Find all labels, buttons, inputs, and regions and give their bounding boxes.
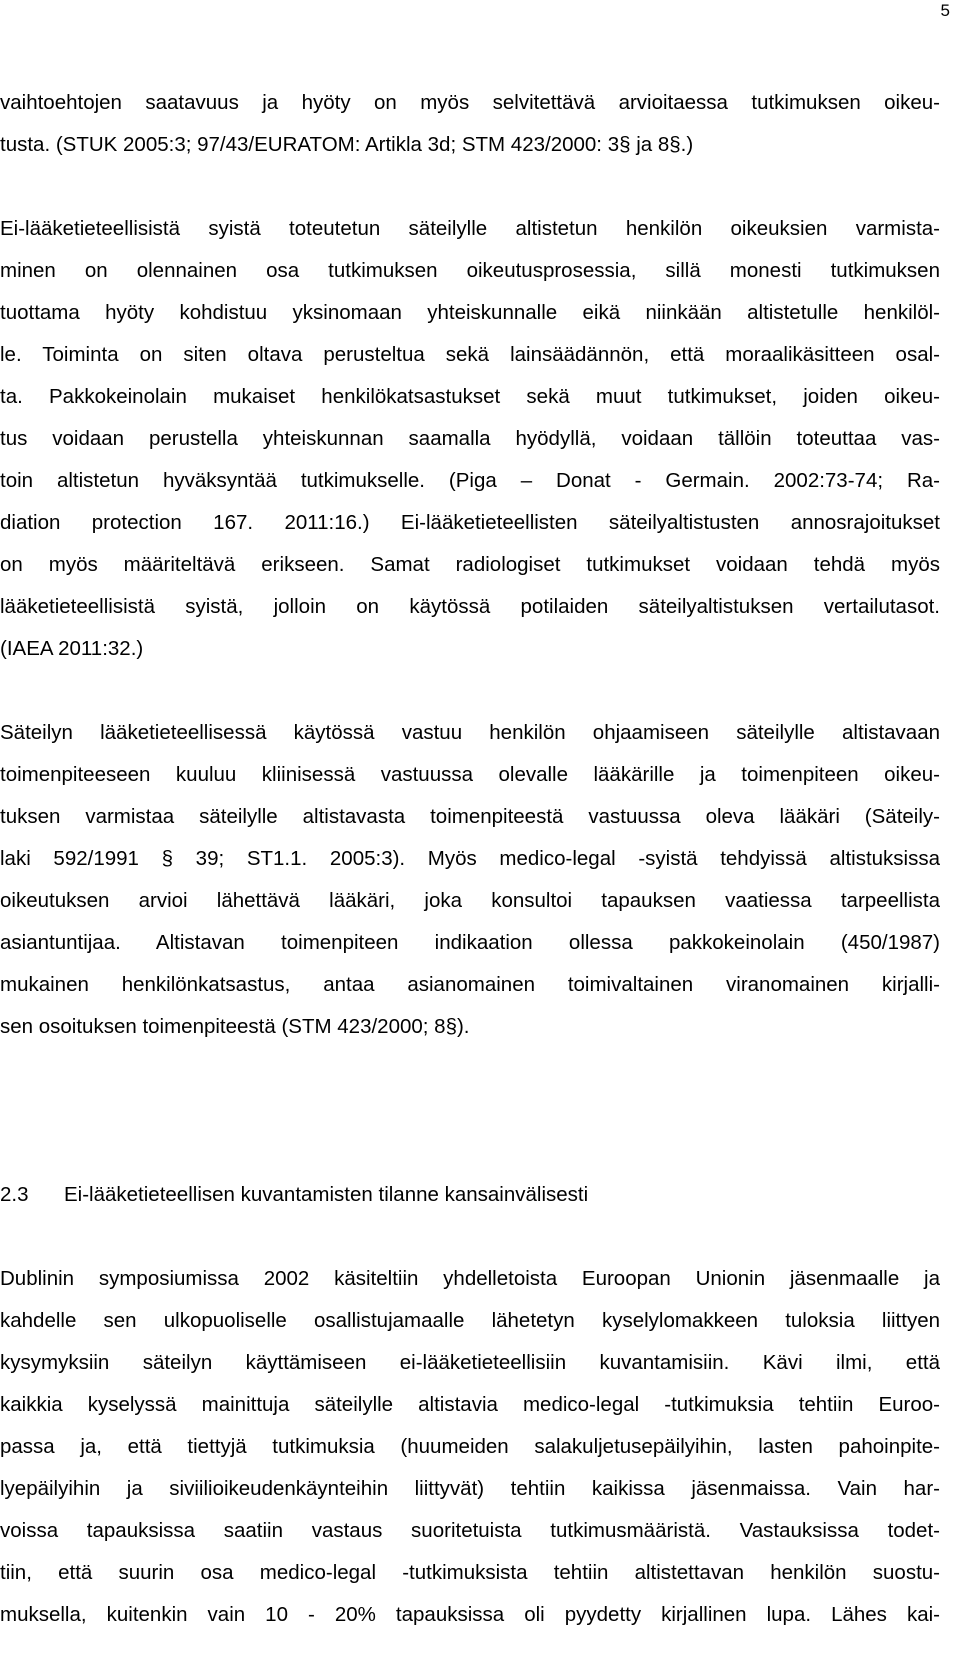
paragraph-4 [0,1258,940,1636]
text-line: (IAEA 2011:32.) [0,637,144,660]
text-line: minen on olennainen osa tutkimuksen oikeutusprosessia, sillä monesti tutkimuksen [0,259,940,282]
text-line: laki 592/1991 § 39; ST1.1. 2005:3). Myös medico-legal -syistä tehdyissä altistuksissa [0,847,940,870]
text-line: oikeutuksen arvioi lähettävä lääkäri, joka konsultoi tapauksen vaatiessa tarpeellista [0,889,940,912]
text-line: lyepäilyihin ja siviilioikeudenkäynteihin liittyvät) tehtiin kaikissa jäsenmaissa. Vain har- [0,1477,940,1500]
text-line: on myös määriteltävä erikseen. Samat radiologiset tutkimukset voidaan tehdä myös [0,553,940,576]
text-line: le. Toiminta on siten oltava perusteltua sekä lainsäädännön, että moraalikäsitteen osal- [0,343,940,366]
text-line: asiantuntijaa. Altistavan toimenpiteen indikaation ollessa pakkokeinolain (450/1987) [0,931,940,954]
spacer [0,1090,940,1132]
text-line: tuksen varmistaa säteilylle altistavasta toimenpiteestä vastuussa oleva lääkäri (Säteily- [0,805,940,828]
document-body [0,82,940,1678]
text-line: mukainen henkilönkatsastus, antaa asianomainen toimivaltainen viranomainen kirjalli- [0,973,940,996]
page-number: 5 [940,1,950,20]
section-number: 2.3 [0,1183,29,1206]
text-line: tus voidaan perustella yhteiskunnan saamalla hyödyllä, voidaan tällöin toteuttaa vas- [0,427,940,450]
text-line: voissa tapauksissa saatiin vastaus suoritetuista tutkimusmääristä. Vastauksissa todet- [0,1519,940,1542]
text-line: toin altistetun hyväksyntää tutkimukselle. (Piga – Donat - Germain. 2002:73-74; Ra- [0,469,940,492]
text-line: toimenpiteeseen kuuluu kliinisessä vastuussa olevalle lääkärille ja toimenpiteen oikeu- [0,763,940,786]
text-line: ta. Pakkokeinolain mukaiset henkilökatsastukset sekä muut tutkimukset, joiden oikeu- [0,385,940,408]
text-line: kaikkia kyselyssä mainittuja säteilylle altistavia medico-legal -tutkimuksia tehtiin Euroo- [0,1393,940,1416]
text-line: tusta. (STUK 2005:3; 97/43/EURATOM: Artikla 3d; STM 423/2000: 3§ ja 8§.) [0,133,694,156]
paragraph-3 [0,712,940,1048]
text-line: Säteilyn lääketieteellisessä käytössä vastuu henkilön ohjaamiseen säteilylle altistavaan [0,721,940,744]
text-line: tuottama hyöty kohdistuu yksinomaan yhteiskunnalle eikä niinkään altistetulle henkilöl- [0,301,940,324]
text-line: diation protection 167. 2011:16.) Ei-lääketieteellisten säteilyaltistusten annosrajoitukset [0,511,940,534]
section-title: Ei-lääketieteellisen kuvantamisten tilanne kansainvälisesti [64,1183,589,1206]
paragraph-1 [0,82,940,166]
text-line: muksella, kuitenkin vain 10 - 20% tapauksissa oli pyydetty kirjallinen lupa. Lähes kai- [0,1603,940,1626]
text-line: kahdelle sen ulkopuoliselle osallistujamaalle lähetetyn kyselylomakkeen tuloksia liittyen [0,1309,940,1332]
text-line: passa ja, että tiettyjä tutkimuksia (huumeiden salakuljetusepäilyihin, lasten pahoinpite- [0,1435,940,1458]
text-line: vaihtoehtojen saatavuus ja hyöty on myös selvitettävä arvioitaessa tutkimuksen oikeu- [0,91,940,114]
section-heading [0,1174,940,1216]
text-line: lääketieteellisistä syistä, jolloin on käytössä potilaiden säteilyaltistuksen vertailutasot. [0,595,940,618]
text-line: tiin, että suurin osa medico-legal -tutkimuksista tehtiin altistettavan henkilön suostu- [0,1561,940,1584]
text-line: Ei-lääketieteellisistä syistä toteutetun säteilylle altistetun henkilön oikeuksien varmista- [0,217,940,240]
text-line: kysymyksiin säteilyn käyttämiseen ei-lääketieteellisiin kuvantamisiin. Kävi ilmi, että [0,1351,940,1374]
text-line: sen osoituksen toimenpiteestä (STM 423/2000; 8§). [0,1015,470,1038]
text-line: Dublinin symposiumissa 2002 käsiteltiin yhdelletoista Euroopan Unionin jäsenmaalle ja [0,1267,940,1290]
paragraph-2 [0,208,940,670]
